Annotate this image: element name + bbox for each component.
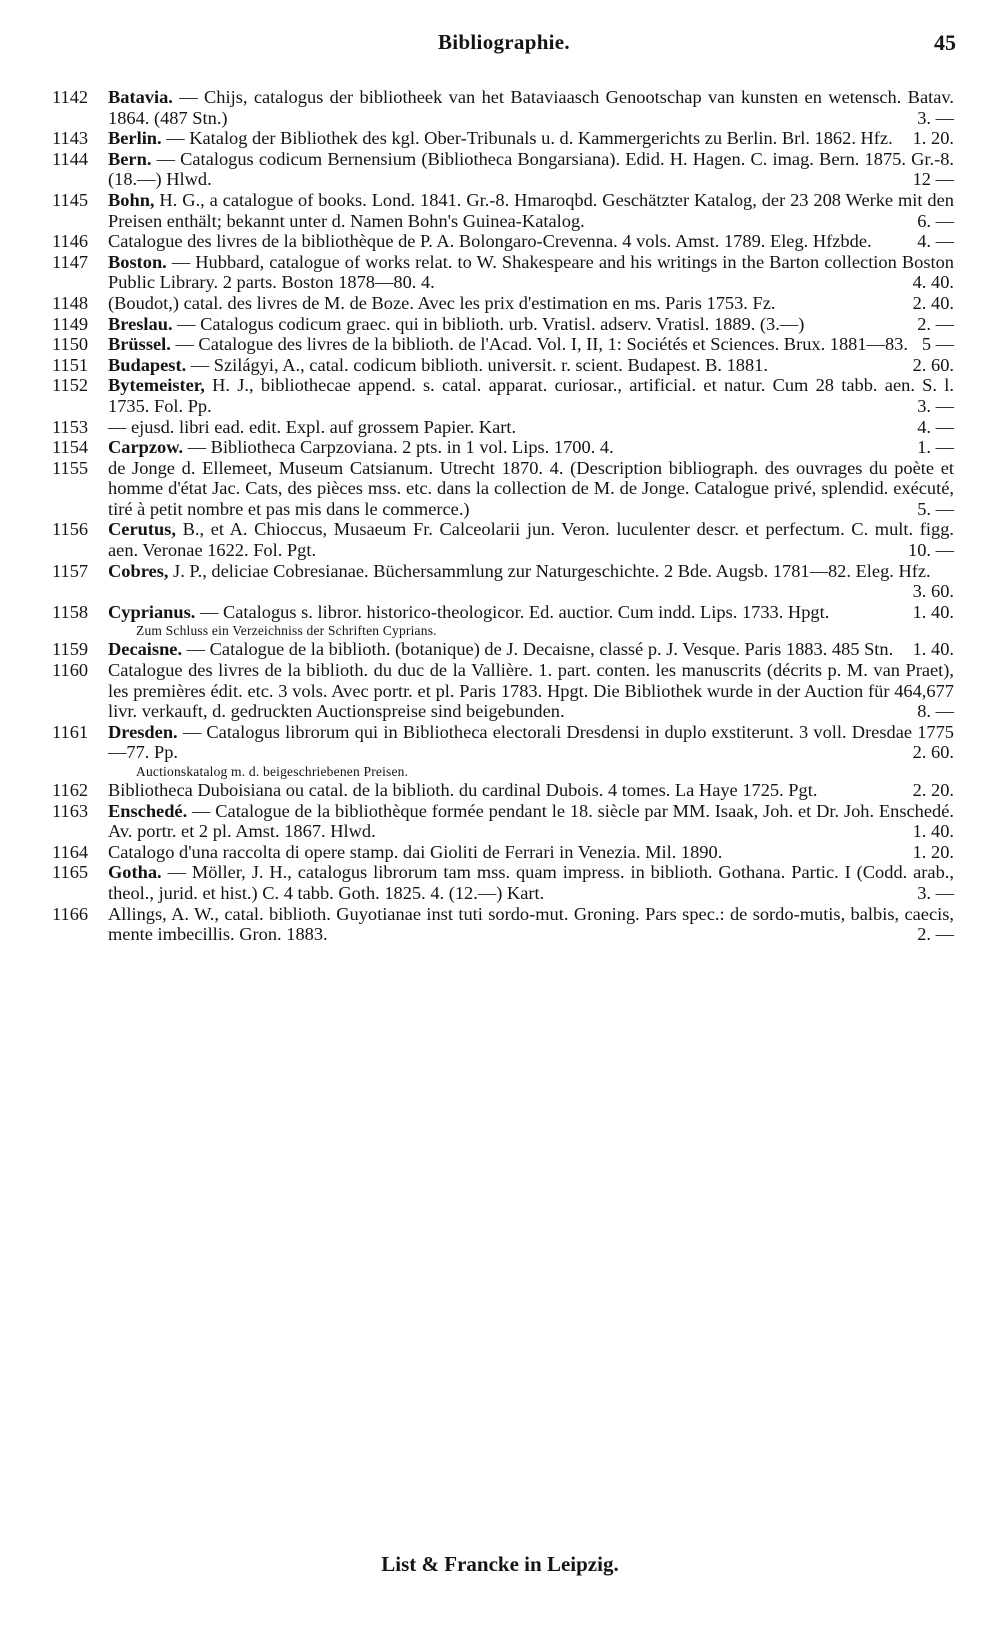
entry-number: 1159: [52, 639, 89, 660]
entry-text: — Catalogue de la biblioth. (botanique) de J. Decaisne, classé p. J. Vesque. Paris 1883. 485 Stn.: [182, 639, 894, 660]
entry-number: 1165: [52, 862, 89, 883]
entry-body: [108, 561, 956, 602]
entry-text: — Catalogus librorum qui in Bibliotheca electorali Dresdensi in duplo exstiterunt. 3 voll. Dresdae 1775—77. Pp.: [108, 721, 954, 763]
entry-body: [108, 87, 956, 128]
entry-number: 1164: [52, 841, 89, 862]
entry-price: 2. 60.: [912, 742, 954, 763]
entry-number: 1160: [52, 660, 89, 681]
catalog-entry: [52, 458, 956, 520]
entry-body: [108, 231, 956, 252]
entry-number: 1163: [52, 800, 89, 821]
entry-text: Catalogue des livres de la biblioth. du duc de la Vallière. 1. part. conten. les manuscrits (décrits p. M. van Praet), les premières édit. etc. 3 vols. Avec portr. et pl. Paris 1783. Hpgt. Die Bibliothek wurde in der Auction für 464,677 livr. verkauft, d. gedruckten Auctionspreise sind beigebunden.: [108, 660, 954, 722]
entry-number: 1143: [52, 128, 89, 149]
entry-number: 1166: [52, 903, 89, 924]
entry-body: [108, 252, 956, 293]
running-title: Bibliographie.: [438, 30, 570, 54]
entry-price: 1. 20.: [912, 128, 954, 149]
catalog-entry: [52, 561, 956, 602]
entry-price: 2. 60.: [912, 354, 954, 375]
entry-text: — Bibliotheca Carpzoviana. 2 pts. in 1 vol. Lips. 1700. 4.: [183, 437, 614, 458]
entry-text: Bibliotheca Duboisiana ou catal. de la biblioth. du cardinal Dubois. 4 tomes. La Haye 1725. Pgt.: [108, 780, 818, 800]
entry-heading: Cerutus,: [108, 519, 176, 540]
entry-price: 2. —: [917, 924, 954, 945]
entry-price: 1. 40.: [912, 821, 954, 842]
entry-text: de Jonge d. Ellemeet, Museum Catsianum. Utrecht 1870. 4. (Description bibliograph. des ouvrages du poète et homme d'état Jac. Cats, des pièces mss. etc. dans la collection de M. de Jonge. Catalogue privé, splendid. exécuté, tiré à petit nombre et pas mis dans le commerce.): [108, 457, 954, 519]
entry-number: 1157: [52, 560, 89, 581]
entry-body: [108, 417, 956, 438]
catalog-entry: [52, 660, 956, 722]
entry-price: 1. 40.: [912, 639, 954, 660]
entry-price: 2. 40.: [912, 292, 954, 313]
entry-list: [52, 87, 956, 945]
entry-text: — Hubbard, catalogue of works relat. to W. Shakespeare and his writings in the Barton collection Boston Public Library. 2 parts. Boston 1878—80. 4.: [108, 251, 954, 293]
entry-price: 3. —: [917, 882, 954, 903]
catalog-entry: [52, 639, 956, 660]
catalog-entry: [52, 149, 956, 190]
entry-price: 1. 20.: [912, 841, 954, 862]
entry-text: H. G., a catalogue of books. Lond. 1841. Gr.-8. Hmaroqbd. Geschätzter Katalog, der 23 208 Werke mit den Preisen enthält; bekannt unter d. Namen Bohn's Guinea-Katalog.: [108, 189, 954, 231]
entry-text: — Möller, J. H., catalogus librorum tam mss. quam impress. in biblioth. Gothana. Partic. I (Codd. arab., theol., jurid. et hist.) C. 4 tabb. Goth. 1825. 4. (12.—) Kart.: [108, 862, 954, 903]
entry-text: — Catalogus codicum Bernensium (Bibliotheca Bongarsiana). Edid. H. Hagen. C. imag. Bern. 1875. Gr.-8. (18.—) Hlwd.: [108, 148, 954, 190]
entry-price: 3. 60.: [912, 581, 954, 602]
entry-price: 1. 40.: [912, 601, 954, 622]
entry-body: [108, 801, 956, 842]
entry-text: — Szilágyi, A., catal. codicum biblioth. universit. r. scient. Budapest. B. 1881.: [186, 354, 768, 375]
entry-note: Zum Schluss ein Verzeichniss der Schriften Cyprians.: [136, 623, 437, 639]
entry-number: 1161: [52, 721, 89, 742]
entry-text: — Catalogus s. libror. historico-theologicor. Ed. auctior. Cum indd. Lips. 1733. Hpgt.: [195, 601, 830, 622]
entry-number: 1144: [52, 148, 89, 169]
entry-number: 1149: [52, 313, 89, 334]
entry-heading: Budapest.: [108, 354, 187, 375]
catalog-entry: [52, 842, 956, 863]
catalog-entry: [52, 519, 956, 560]
catalog-entry: [52, 437, 956, 458]
entry-body: [108, 375, 956, 416]
entry-heading: Breslau.: [108, 313, 173, 334]
entry-body: [108, 128, 956, 149]
entry-heading: Gotha.: [108, 862, 162, 883]
entry-text: B., et A. Chioccus, Musaeum Fr. Calceolarii jun. Veron. luculenter descr. et perfectum. C. mult. figg. aen. Veronae 1622. Fol. Pgt.: [108, 519, 954, 561]
entry-price: 2. 20.: [912, 780, 954, 800]
entry-body: [108, 842, 956, 863]
catalog-entry: [52, 314, 956, 335]
entry-text: — ejusd. libri ead. edit. Expl. auf grossem Papier. Kart.: [108, 416, 517, 437]
entry-text: — Chijs, catalogus der bibliotheek van het Bataviaasch Genootschap van kunsten en wetensch. Batav. 1864. (487 Stn.): [108, 87, 954, 128]
entry-price: 8. —: [917, 701, 954, 722]
entry-body: [108, 639, 956, 660]
entry-heading: Brüssel.: [108, 334, 171, 355]
entry-heading: Berlin.: [108, 128, 162, 149]
entry-body: [108, 519, 956, 560]
catalog-entry: [52, 722, 956, 763]
publisher-footer: List & Francke in Leipzig.: [381, 1552, 619, 1576]
entry-body: [108, 190, 956, 231]
entry-heading: Bohn,: [108, 189, 155, 210]
entry-text: J. P., deliciae Cobresianae. Büchersammlung zur Naturgeschichte. 2 Bde. Augsb. 1781—82. Eleg. Hfz.: [168, 560, 931, 581]
entry-number: 1162: [52, 780, 89, 800]
entry-heading: Boston.: [108, 251, 167, 272]
catalog-entry: [52, 801, 956, 842]
entry-price: 4. —: [917, 231, 954, 252]
entry-body: [108, 862, 956, 903]
catalog-entry: [52, 780, 956, 801]
entry-number: 1154: [52, 437, 89, 458]
entry-number: 1150: [52, 334, 89, 355]
catalog-entry: [52, 252, 956, 293]
entry-body: [108, 293, 956, 314]
entry-body: [108, 334, 956, 355]
entry-price: 3. —: [917, 107, 954, 128]
entry-note: Auctionskatalog m. d. beigeschriebenen Preisen.: [136, 764, 409, 779]
catalog-entry: [52, 231, 956, 252]
entry-heading: Carpzow.: [108, 437, 184, 458]
entry-price: 1. —: [917, 437, 954, 458]
entry-price: 4. 40.: [912, 272, 954, 293]
entry-text: — Catalogus codicum graec. qui in biblioth. urb. Vratisl. adserv. Vratisl. 1889. (3.—): [172, 313, 805, 334]
catalog-entry: [52, 417, 956, 438]
entry-price: 10. —: [908, 540, 954, 561]
entry-number: 1152: [52, 375, 89, 396]
entry-number: 1142: [52, 87, 89, 107]
catalog-entry: [52, 293, 956, 314]
entry-body: [108, 437, 956, 458]
entry-price: 2. —: [917, 313, 954, 334]
catalog-entry: [52, 904, 956, 945]
catalog-entry: [52, 862, 956, 903]
entry-price: 5. —: [917, 498, 954, 519]
entry-price: 6. —: [917, 210, 954, 231]
entry-text: Allings, A. W., catal. biblioth. Guyotianae inst tuti sordo-mut. Groning. Pars spec.: de sordo-mutis, balbis, caecis, mente imbecillis. Gron. 1883.: [108, 903, 954, 945]
entry-body: [108, 458, 956, 520]
catalog-entry: [52, 87, 956, 128]
entry-number: 1147: [52, 251, 89, 272]
entry-number: 1148: [52, 292, 89, 313]
catalog-entry: [52, 128, 956, 149]
entry-text: Catalogue des livres de la bibliothèque de P. A. Bolongaro-Crevenna. 4 vols. Amst. 1789. Eleg. Hfzbde.: [108, 231, 872, 252]
entry-text: H. J., bibliothecae append. s. catal. apparat. curiosar., artificial. et natur. Cum 28 tabb. aen. S. l. 1735. Fol. Pp.: [108, 375, 954, 416]
entry-heading: Bytemeister,: [108, 375, 205, 396]
entry-text: — Katalog der Bibliothek des kgl. Ober-Tribunals u. d. Kammergerichts zu Berlin. Brl. 1862. Hfz.: [161, 128, 893, 149]
entry-text: Catalogo d'una raccolta di opere stamp. dai Gioliti de Ferrari in Venezia. Mil. 1890.: [108, 841, 723, 862]
entry-number: 1155: [52, 457, 89, 478]
entry-text: (Boudot,) catal. des livres de M. de Boze. Avec les prix d'estimation en ms. Paris 1753. Fz.: [108, 292, 776, 313]
entry-text: — Catalogue des livres de la biblioth. de l'Acad. Vol. I, II, 1: Sociétés et Sciences. Brux. 1881—83.: [170, 334, 908, 355]
entry-number: 1151: [52, 354, 89, 375]
entry-body: [108, 314, 956, 335]
entry-body: [108, 722, 956, 763]
entry-body: [108, 355, 956, 376]
entry-body: [108, 904, 956, 945]
entry-heading: Enschedé.: [108, 800, 188, 821]
entry-body: [108, 660, 956, 722]
entry-number: 1156: [52, 519, 89, 540]
entry-price: 12 —: [912, 169, 954, 190]
catalog-entry: [52, 355, 956, 376]
entry-heading: Cyprianus.: [108, 601, 196, 622]
entry-number: 1153: [52, 416, 89, 437]
entry-text: — Catalogue de la bibliothèque formée pendant le 18. siècle par MM. Isaak, Joh. et Dr. Joh. Enschedé. Av. portr. et 2 pl. Amst. 1867. Hlwd.: [108, 800, 954, 842]
page-header: [52, 30, 956, 60]
catalog-entry: [52, 375, 956, 416]
entry-body: [108, 602, 956, 623]
catalog-entry: [52, 190, 956, 231]
entry-body: [108, 149, 956, 190]
entry-body: [108, 780, 956, 801]
entry-heading: Dresden.: [108, 721, 178, 742]
page-number: 45: [934, 30, 956, 55]
entry-heading: Batavia.: [108, 87, 173, 107]
entry-heading: Bern.: [108, 148, 152, 169]
entry-price: 5 —: [921, 334, 954, 355]
catalog-entry: [52, 602, 956, 623]
entry-heading: Cobres,: [108, 560, 169, 581]
catalog-entry: [52, 334, 956, 355]
entry-price: 4. —: [917, 416, 954, 437]
entry-price: 3. —: [917, 395, 954, 416]
entry-number: 1146: [52, 231, 89, 252]
entry-number: 1158: [52, 601, 89, 622]
entry-number: 1145: [52, 189, 89, 210]
entry-heading: Decaisne.: [108, 639, 183, 660]
